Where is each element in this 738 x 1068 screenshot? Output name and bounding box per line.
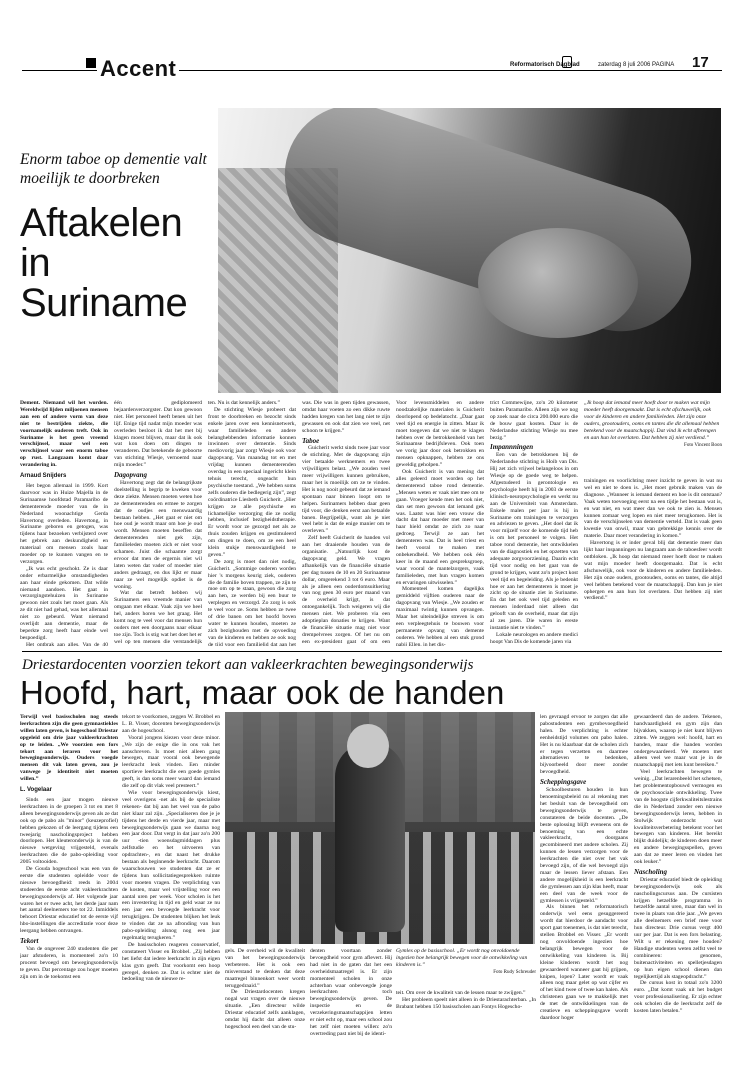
article1-photo-hands — [218, 108, 721, 393]
article2-paragraph: len gevraagd ervoor te zorgen dat alle pabostudenten een gymbevoegdheid halen. De verplichting is echter eenheidstijd volumes om pabo halen. Het is nu klaarbaar dat de scholen zich er tegen verzetten en daarmee alternatieven te bedenken, bijvoorbeeld door meer zonder bevoegdheid. — [540, 714, 628, 776]
article1-paragraph: één gediplomeerd bejaardenverzorgster. Dat kon gewoon niet. Het personeel heeft benen uit het lijf. Enige tijd nadat mijn moeder was overleden besloot ik dat het met bij klagen moest blijven, maar dat ik ook wat kon doen om dingen te veranderen. Dat betekende de geboorte van stichting Wiesje, vernoemd naar mijn moeder.” — [114, 400, 202, 469]
article1-paragraph: Havertong is er inder geval blij dat dementie meer dan lijkt haar inspanningen nu langzaam aan de taboesfeer wordt ontbloken. „Ik hoop dat niemand meer hoeft door te maken wat mijn moeder heeft doorgemaakt. Dat is echt afschuwelijk, ook voor de kinderen en andere familieleden. Het zijn onze ouders, grootouders, ooms en tantes, die altijd veel hebben betekend voor de maatschappij. Dan kun je niet ophergen en aan hun lot overlaten. Dat hebben zij niet verdiend.” — [584, 540, 722, 602]
article2-paragraph: gels. De overheid wil de kwaliteit van het bewegingsonderwijs verbeteren. Het is ook een misverstand te denken dat deze maatregel binnenkort weer wordt teruggedraaid.” — [225, 948, 305, 989]
article1-byline: Arnaud Snijders — [20, 473, 67, 480]
article2-column-5-bottom — [396, 990, 536, 1054]
page-date: zaterdag 8 juli 2006 PAGINA — [598, 62, 675, 68]
article2-paragraph: Schoolbesturen houden in hun benoemingsbeleid nu al rekening met het besluit van de bevoegdheid om bewegingsonderwijs te geven, constateren de beide docenten. „De beste oplossing blijft eveneens om de benoeming van een echte vakleerkracht, doorgaans gecombineerd met andere scholen. Zij kunnen de lessen verzorgen voor de leerkrachten die niet over het vak bevoegd zijn, of die wel bevoegd zijn maar de lessen liever afstaan. Een andere mogelijkheid is een leerkracht die gymlessen aan zijn klas heeft, maar een deel van de week voor de gymlessen is vrijgesteld.” — [540, 787, 628, 904]
article2-paragraph: gewaardeerd dan de andere. Tekenen, handvaardigheid en gym zijn dan bijvakken, waarop je niet kunt blijven zitten. We zeggen wel: hoofd, hart en handen, maar die handen worden ondergewaardeerd. We moeten met alleen veel we maar wat je in de maatschappij met iets kunt bereiken.” — [634, 714, 722, 769]
article2-byline: L. Vogelaar — [20, 787, 52, 794]
article2-column-1 — [20, 714, 118, 1054]
article1-column-6 — [490, 400, 578, 646]
article2-photo-gym-class — [225, 712, 535, 944]
article1-paragraph: Een van de betrokkenen bij de Nederlandse stichting is Hoib van Dis. Hij zet zich vrijwel belangeloos in om Wiesje op de goede weg te helpen. Afgestudeerd in gerontologie en psychologie heeft hij in 2003 de eerste klinisch-neuropsychologie en werkt nu aan de Universiteit van Amsterdam. Enkele malen per jaar is hij in Suriname om trainingen te verzorgen en adviezen te geven. „Het doel dat ik voor mijzelf voor de komende tijd heb is om het personeel te volgen. Het taboe rond dementie, het ontwikkelen van de diagnostiek en het opzetten van adequate zorgvoorziening. Daarin echt tijd voor nodig en het gaat van de grond te krijgen, want zo'n project kost veel tijd en begeleiding. Als je bedenkt hoe er aan het dementeren is moet je zicht op de situatie ziet in Suriname. En dat het ook veel tijd geleden en mensen inderdaad niet alleen dat gelooft van de overheid, maar dat zijn al zes jaren. Die waren in ereste instantie niet te vinden.” — [490, 452, 578, 631]
article2-column-2 — [122, 714, 220, 1054]
section-marker-icon — [86, 58, 96, 68]
article1-headline: Aftakelen in Suriname — [20, 201, 188, 325]
article2-lead: Terwijl veel basisscholen nog steeds leerkrachten zijn die geen gymnastiekles willen laten geven, is hogeschool Driestar opgeleid om drie jaar vakleerkrachten op te leiden. „We voorzien een fors tekort aan leraren voor het bewegingsonderwijs. Ouders voegde mensen dit vak laten geven, zou je vanwege je identiteit niet moeten willen.” — [20, 714, 118, 783]
article1-photo-credit: Foto Vincent Boon — [684, 443, 722, 448]
paper-logo-icon — [562, 56, 572, 68]
article1-paragraph: Guicherit werkt sinds twee jaar voor de stichting. Met de dagopvang zijn vier betaalde werknemers en twee vrijwilligers belast. „We zouden veel meer vrijwilligers kunnen gebruiken, maar het is moeilijk om ze te vinden. Het is nog nooit gebeurd dat ze iemand spontaan naar binnen loopt om te helpen. Surinamers hebben daar geen tijd voor, die denken eerst aan betaalde banen. Begrijpelijk, want als je niet veel hebt is dat de enige manier om te overleven.” — [302, 445, 390, 535]
article2-paragraph: Wie voor bewegingsonderwijs kiest, veel overigens -net als bij de specialiste rekenen- dat bij aan het veel van de pabo niet klaar zal zijn. „Specialiseren doe je je tijdens het derde en vierde jaar, maar met bewegingsonderwijs gaan we daarna nog een jaar door. Dat vergt in dat jaar zo'n 200 uur -tien woensdagmiddagen plus zelfstudie en het uitvoeren van opdrachten-, en dat naast het drukke bestaan als beginnende leerkracht. Daarom waarschouwen we studenten dat ze er tijdens hun sollicitatiegesprekken ruimte voor moeten vragen. De verplichting van de kosten, maar wel vrijstelling voor een aantal uren per week. Voor scholen is het een investering in tijd en geld waar ze nu een jaar een bevoegde leerkracht voor terugkrijgen. De studenten blijken het leuk te vinden dat ze na afronding van hun pabo-opleiding alsnog nog een jaar regelmatig terugkeren.” — [122, 789, 220, 941]
article2-column-3 — [225, 948, 305, 1054]
article1-paragraph: „Ik was echt geschokt. Ze is daar onder erbarmelijke omstandigheden aan haar einde gekomen. Dat wilde niemand aandoen. Het gaat in verzorgingstehuizen in Suriname gewoon niet zoals het moet gaan. Als ze dit niet had gehad, was het allemaal niet zo gebeurd. Want niemand overlijdt aan dementie, maar de beperkte zorg heeft haar einde wel bespoedigd. — [20, 565, 108, 641]
article2-subheading: Tekort — [20, 937, 39, 946]
article1-paragraph: Voor levensmiddelen en andere noodzakelijke materialen is Guicherit doorlopend op bedelatocht. „Daar gaat veel tijd en energie in zitten. Maar ik moet toegeven dat we niet te klagen hebben over de betrokkenheid van het Surinaamse bedrijfsleven. Ook toen we vorig jaar door ook betrokken en mensen opknappen, hebben ze ons geweldig geholpen.” — [396, 400, 484, 469]
paper-name: Reformatorisch Dagblad — [510, 62, 580, 68]
article2-paragraph: De Gouda hogeschool was een van de eerste die studenten opleidde voor de nieuwe bevoegdheid: reeds in 2004 studeerden de eerste acht vakleerkrachten bewegingsonderwijs af. Het volgende jaar waren het er twee acht, het derde jaar nam het aantal deelnemers toe tot 22. Inmiddels behoort Driestar educatief tot de eerste vijf hbo-instellingen die accreditatie voor deze leergang hebben ontvangen. — [20, 866, 118, 935]
article2-headline: Hoofd, hart, maar ook de handen — [20, 674, 505, 711]
article1-subheading: Taboe — [302, 436, 320, 445]
article1-column-1 — [20, 400, 108, 646]
article2-column-7 — [634, 714, 722, 1054]
article2-paragraph: teit. Om over de kwaliteit van de lessen maar te zwijgen.” — [396, 990, 526, 996]
article1-paragraph: Lokale neurologen en andere medici hoopt Van Dis de komende jaren via — [490, 631, 578, 645]
article1-column-3 — [208, 400, 296, 646]
article1-paragraph: trict Commewijne, zo'n 20 kilometer buiten Paramaribo. Alleen zijn we nog op zoek naar de circa 200.000 euro die de bouw gaat kosten. Daar is de Nederlandse stichting Wiesje nu mee bezig.” — [490, 400, 578, 441]
article2-subheading: Scheppingsgave — [540, 778, 587, 787]
page-number: 17 — [692, 54, 709, 71]
article2-paragraph: Als binnen het reformatorisch onderwijs wel eens gesuggereerd wordt dat hierdoor de aandacht voor sport gaat toenemen, is dat niet terecht, stellen Brobbel en Visser. „Er wordt nog onvoldoende ingezien hoe belangrijk bewegen voor de ontwikkeling van kinderen is. Bij kleine kinderen wordt het nog gewaardeerd wanneer gaat hij grijpen, knipen, lopen? Later wordt er vaak alleen nog maar gelet op wat cijfer en of het kind twee of twee kan halen. Als christenen gaan we te makkelijk met de met de ontwikkelingen van de creatieve en scheppingsgave wordt daardoor hoger — [540, 904, 628, 1021]
article2-paragraph: Sinds een jaar mogen nieuwe leerkrachten in de groepen 3 tot en met 8 alleen bewegingsonderwijs geven als ze dat ook op de pabo als "minor" (keuzeprofiel) hebben gekozen of de leergang tijdens een tweejarig nascholingsproject hebben doorlopen. Het kleuteronderwijs is van de nieuwe wetgeving vrijgesteld, evenals leerkrachten die de pabo-opleiding voor 2005 voltooiden. — [20, 796, 118, 866]
article2-photo-caption — [396, 948, 536, 976]
article1-paragraph: De stichting Wiesje probeert dat front te doorbreken en bezocht sinds enkele jaren over een kennisnetwerk, waar familieleden en andere belanghebbenden informatie konnen inwinnen over dementie. Sinds mediovorig jaar zorgt Wiesje ook voor dagopvang. Van maandag tot en met vrijdag kunnen dementerenden overdag in een speciaal ingericht klein tehuis terecht, ongeacht hun psychische toestand. „We hebben soms zelfs ouderen die bedlegerig zijn”, zegt coördinatrice Liesbeth Guicherit. „Hier krijgen ze alle psychische en lichamelijke verzorging die ze nodig hebben, inclusief bezigheidstherapie. Er wordt voor ze gezorgd net als ze thuis zouden krijgen en gestimuleerd om dingen te doen, om ze een heel klein stukje menswaardigheid te geven.” — [208, 406, 296, 558]
article2-paragraph: Van de ongeveer 240 studenten die per jaar afstuderen, is momenteel zo'n 10 procent bevoegd om bewegingsonderwijs te geven. Dat percentage zou hoger moeten zijn om in de toekomst een — [20, 946, 118, 980]
article2-pull-quote: Gymles op de basisschool. „Er wordt nog onvoldoende ingezien hoe belangrijk bewegen voor de ontwikkeling van kinderen is.” — [396, 948, 528, 968]
article2-paragraph: Driestar educatief biedt de opleiding bewegingsonderwijs ook als nascholingscursus aan. De cursisten krijgen hetzelfde programma in hetzelfde aantal uren, maar dan wel in twee in plaats van drie jaar. „We geven alle deelnemers een brief mee voor hun directeur. Drie cursus vergt 400 uur per jaar. Dat is een fors belasting. Wilt u er rekening mee houden? Handige studenten weten zelfst veel te combineren: genomen, buitenactiviteiten en spelletjesdagen op hun eigen school dienen dan tegelijkertijd als stageopdracht.” — [634, 876, 722, 980]
article1-paragraph: Het begon allemaal in 1999. Kort daarvoor was in Huize Majella in de Surinaamse hoofdstad Paramaribo de dementerende moeder van de in Nederland woonachtige Gerda Havertong overleden. Havertong, in Suriname geboren en getogen, was tijdens haar bezoeken verbijsterd over het gebrek aan deskundigheid en materiaal om mensen zoals haar moeder op te kunnen vangen en te verzorgen. — [20, 482, 108, 565]
article1-paragraph: Zelf heeft Guicherit de handen vol aan het draaiende houden van de organisatie. „Natuurlijk kost de dagopvang geld. We vragen afhankelijk van de financiële situatie per dag tussen de 10 en 20 Surinaamse dollar, omgerekend 3 tot 6 euro. Maar als je alleen een ouderdomsuitkering van nog geen 30 euro per maand van de overheid krijgt, is dat ontoegankelijk. Toch weigeren wij die mensen niet. We proberen via een adoptieplan donaties te krijgen. Want de financiële situatie mag niet voor drempelvrees zorgen. Of het nu om een ex-president gaat of om een — [302, 535, 390, 645]
article1-photo-caption — [584, 400, 722, 449]
article2-paragraph: Het probleem speelt niet alleen in de Driestarachterban. „In Brabant hebben 150 basisscholen aan Fontys Hogescho- — [396, 996, 536, 1010]
article1-paragraph: Het ontbrak aan alles. Van de 40 — [26, 641, 108, 646]
article1-lead: Dement. Niemand wil het worden. Wereldwijd lijden miljoenen mensen aan een of andere vorm van deze niet te bestrijden ziekte, die voornamelijk ouderen treft. Ook in Suriname is het geen vreemd verschijnsel, maar wel een verschijnsel waar een enorm taboe op rust. Langzaam komt daar verandering in. — [20, 400, 108, 469]
article1-paragraph: Havertong zegt dat de belangrijkste doelstelling is begrip te kweken voor deze ziekte. Mensen moeten weten hoe ze dementerenden en ermee te zorgen dat de oudjes een menswaardig bestaan hebben. „Het gaat er niet om hoe oud je wordt maar om hoe je oud wordt. Mensen moeten beseffen dat dementerenden niet gek zijn, familieleden moeten zich er niet voor schamen. Juist die schaamte zorgt ervoor dat men de ergernis niet wil laten weten dat vader of moeder niet anders gedraagt, en dus lijkt er maar naar ze wel mogelijk opdiet is de woning. — [114, 479, 202, 590]
article2-column-6 — [540, 714, 628, 1054]
article2-paragraph: De Driestardocenten kregen nogal wat vragen over de nieuwe situatie. „Een directeur wilde Driestar educatief zelfs aanklagen, omdat hij dacht dat alleen onze hogeschool een deel van de stu- — [225, 989, 305, 1030]
article2-photo-credit: Foto Rudy Schreuder — [493, 970, 536, 975]
article1-column-4 — [302, 400, 390, 646]
section-title: Accent — [97, 56, 179, 82]
article1-paragraph: trainingen en voorlichting meer inzicht te geven in wat nu wel en niet te doen is. „Het moet gebruik maken van de diagnose. „Wanneer is iemand dement en hoe is dit ontstaan? Vaak weten toevoeging eerst na een tijdje het bestaan wat is, en wat niet, en wat meer dan we ook te zien is. Mensen kunnen zomaar weg lopen en niet meer terugkomen. Het is van de verschijnselen van dementie verteld. Dat is vaak geen kwestie van onwil, maar van gebrekkige kennis over de materie. Daar moet verandering in komen.” — [584, 478, 722, 540]
article1-subheading: Impannningen — [490, 443, 534, 452]
article1-subheading: Dagopvang — [114, 471, 148, 480]
article2-paragraph: De cursus kost in totaal zo'n 3200 euro. „Dat komt vaak uit het budget voor professionalisering. Er zijn echter ook scholen die de leerkracht zelf de kosten laten betalen.” — [634, 980, 722, 1015]
article1-paragraph: Ook Guicherit is van mening dat alles geleerd moet worden op het dementerend taboe rond dementie. „Mensen weten er vaak niet mee om te gaan. Vroeger kende men het ook niet, dan set men gewoon dat iemand gek was. Laatst was hier een vrouw die dacht dat haar moeder met meer van haar hield omdat ze zich zo naar gedroeg. Terwijl ze aan het dementeren was. Dat is heel triest en heeft vooral te maken met onbekendheid. We hebben ook één keer in de maand een gespreksgroep, waar vooral de mantelzorgers, vaak familieleden, met hun vragen komen en ervaringen uitwisselen.” — [396, 469, 484, 586]
article1-paragraph: ten. Nu is dat kennelijk anders.” — [208, 400, 280, 406]
article1-paragraph: Wat dat betreft hebben wij Surinamers een vreemde manier van omgaan met elkaar. Vaak zijn we heel hel, anders horen we het graag. Het komt nog te veel voor dat mensen hun ouders met een doorgaans naar elkaar toe zijn. Toch is stig wat het doet het er wel op ten mensen die verstandelijk — [114, 590, 202, 645]
article1-paragraph: was. Die was in geen tijden gewassen, omdat haar voeten zo een dikke ruwte hadden kregen van het lang niet te zijn gewassen en ook dat zien we veel, net schoon te krijgen.” — [302, 400, 390, 434]
article2-column-4 — [310, 948, 392, 1054]
article2-subheading: Nascholing — [634, 867, 668, 876]
article1-pull-quote: „Ik hoop dat iemand meer hoeft door te maken wat mijn moeder heeft doorgemaakt. Dat is echt afschuwelijk, ook voor de kinderen en andere familieleden. Het zijn onze ouders, grootouders, ooms en tantes die dit allemaal hebben betekend voor de maatschappij. Dat vind ik echt afbrengen en aan hun lot overlaten. Dat hebben zij niet verdiend.” — [584, 400, 720, 441]
article1-column-7 — [584, 478, 722, 646]
article-separator — [22, 651, 722, 652]
article2-kicker: Driestardocenten voorzien tekort aan vakleerkrachten bewegingsonderwijs — [22, 657, 474, 673]
article1-paragraph: Momenteel komen dagelijks gemiddeld vijftien ouderen naar de dagopvang van Wiesje. „We zouden er maximaal twintig kunnen opvangen. Maar het uiteindelijke streven is om een verpleegtehuis te bouwen voor permanente opvang van demente ouderen. We hebben al een stuk grond nabij Ellen, in het dis- — [396, 586, 484, 646]
article1-kicker: Enorm taboe op dementie valt moeilijk te doorbreken — [20, 151, 207, 187]
article2-paragraph: Veel leerkrachten bewegen te weinig. „Dat lerarenbeeld het schetsen, het problementopbouwd vermogen en de psychosociale ontwikkeling. Twee van de hoogste cijferkwaliteitslestrains die in Nederland zonder een nieuwe bewegingsonderwijs leren, hebben in Stolwijk onderzocht wat kwaliteitsverbetering betekent voor het bewegen van kinderen. Het bereikt blijkt duidelijk; de kinderen doen meer en andere bewegingsspellen, geven aan dat ze meer leren en vinden het ook leuker.” — [634, 769, 722, 866]
article2-paragraph: De basisscholen reageren conservatief, constateert Visser en Brobbel. „Zij hebben het liefst dat iedere leerkracht in zijn eigen klas gym geeft. Dat voorkomt een hoop geregel, denken ze. Dat is echter niet de bedoeling van de nieuwe re- — [122, 941, 220, 983]
article2-paragraph: Vooral jongens kiezen voor deze minor. „We zijn de enige die in ons vak het aanschreven. Is moet niet alleen gang bewegen, maar vooral ook bewegende leerkracht leuk vinden. Een minder sportieve leerkracht die een goede gymles geeft, is dan soms meer waard dan iemand die zelf op dit vlak veel presteert.” — [122, 734, 220, 790]
article1-column-2 — [114, 400, 202, 646]
article1-column-5 — [396, 400, 484, 646]
article1-paragraph: De zorg is moet dan niet nodig, Guicherit. „Sommige ouderen worden hier 's morgens keurig ziek, ouderen die de familie boven trappen, ze zijn te moe om op te staan, gewoon die zorg aan hen, ze werden bij een buur te verplegen en verzorgd. Zo zorg is ook te veel voor ze. Soms hebben ze twee of drie banen om het hoofd boven water te kunnen houden, moeten ze zich bezighouden met de opvoeding van de kinderen en hebben ze ook nog de tijd voor een familielid dat aan het — [208, 558, 296, 646]
article2-paragraph: denten voortaan zonder bevoegdheid voor gym aflevert. Hij had niet in de gaten dat het een overheidsmaatregel is. Er zijn momenteel scholen in onze achterban waar onbevoegde jonge leerkrachten toch bewegingsonderwijs geven. De inspectie en de verzekeringsmaatschappijen letten er niet echt op, maar een school zou het zelf niet moeten willen: zo'n overtreding past niet bij de identi- — [310, 948, 392, 1037]
article2-paragraph: tekort te voorkomen, zeggen W. Brobbel en L. B. Visser, docenten bewegingsonderwijs aan de hogeschool. — [122, 714, 220, 734]
